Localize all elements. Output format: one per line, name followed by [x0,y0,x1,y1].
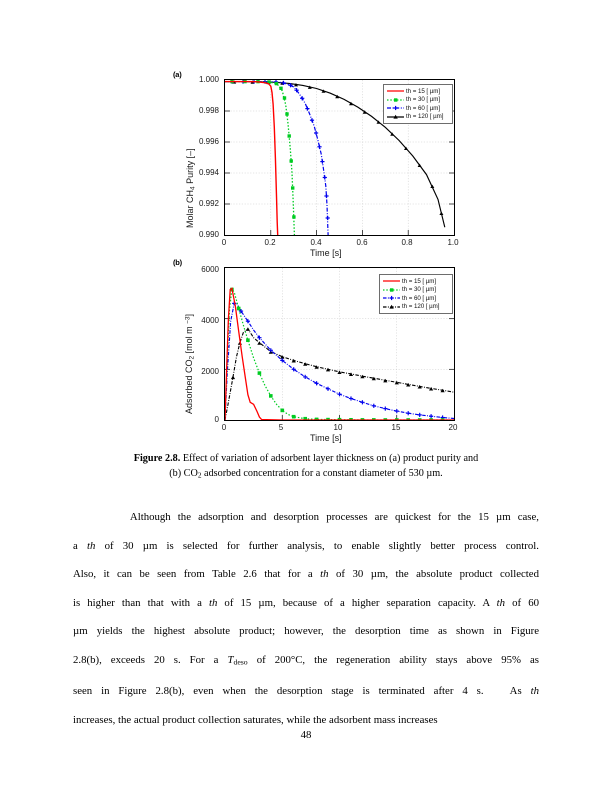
legend-b-row-3 [382,303,449,312]
body-line-1: a th of 30 µm is selected for further analysis, to enable slightly better process control. [73,539,539,552]
y-axis-title-b-sub: 2 [188,355,196,360]
legend-line-icon-blue [382,294,401,302]
legend-line-icon-red [386,87,405,95]
ytick-label-b-3: 6000 [201,265,219,274]
series-a-th30 [225,80,296,235]
body-paragraph [73,503,539,734]
legend-line-icon-black [386,113,405,121]
legend-b [379,274,453,314]
caption-line-2-post: adsorbed concentration for a constant diameter of 530 µm. [201,468,443,479]
x-axis-title-b: Time [s] [310,433,342,443]
y-axis-title-b-sup: −3 [184,316,192,324]
panel-label-b: (b) [173,258,182,267]
legend-b-label-2: th = 60 [ µm] [402,294,437,302]
panel-label-a: (a) [173,70,182,79]
legend-a-label-2: th = 60 [ µm] [406,104,441,112]
xtick-label-a-4: 0.8 [401,238,413,247]
body-line-3: is higher than that with a th of 15 µm, because of a higher separation capacity. A th of 60 [73,596,539,609]
ytick-label-a-0: 0.990 [198,230,219,239]
legend-line-icon-black [382,303,401,311]
ytick-label-a-3: 0.996 [198,137,219,146]
legend-a [383,84,453,124]
xtick-label-b-4: 20 [448,423,458,432]
legend-a-label-0: th = 15 [ µm] [406,87,441,95]
ytick-label-a-1: 0.992 [198,199,219,208]
y-axis-title-b-mid: [mol m [184,323,194,356]
ytick-label-b-0: 0 [214,415,219,424]
legend-a-row-0 [386,87,449,96]
legend-b-row-2 [382,294,449,303]
xtick-label-a-3: 0.6 [356,238,368,247]
body-line-7: increases, the actual product collection saturates, while the adsorbent mass increases [73,713,438,726]
xtick-label-b-1: 5 [278,423,284,432]
body-line-0: Although the adsorption and desorption processes are quickest for the 15 µm case, [73,511,539,523]
legend-a-row-2 [386,104,449,113]
legend-line-icon-green [382,286,401,294]
legend-line-icon-red [382,277,401,285]
y-axis-title-b-post: ] [184,313,194,317]
legend-a-row-3 [386,113,449,122]
xtick-label-b-3: 15 [391,423,401,432]
page-number: 48 [300,729,312,741]
caption-figure-label: Figure 2.8. [133,453,181,464]
legend-b-label-3: th = 120 [ µm] [402,303,440,311]
y-axis-title-a [185,148,196,228]
ytick-label-a-2: 0.994 [198,168,219,177]
ytick-label-a-4: 0.998 [198,106,219,115]
series-a-th15 [225,82,278,235]
caption-co2-subscript: 2 [197,470,202,480]
caption-line-1 [68,451,544,466]
y-axis-title-a-pre: Molar CH [185,189,195,228]
legend-b-label-0: th = 15 [ µm] [402,277,437,285]
caption-line-2-pre: (b) CO [169,468,198,479]
xtick-label-b-0: 0 [221,423,227,432]
legend-a-label-3: th = 120 [ µm] [406,113,444,121]
xtick-label-a-2: 0.4 [310,238,322,247]
caption-line-2 [68,466,544,483]
body-line-6: seen in Figure 2.8(b), even when the desorption stage is terminated after 4 s. As th [73,685,539,698]
y-axis-title-a-post: Purity [–] [185,148,195,187]
ytick-label-b-1: 2000 [201,367,219,376]
xtick-label-b-2: 10 [333,423,343,432]
y-axis-title-b-pre: Adsorbed CO [184,359,194,414]
body-line-5: 2.8(b), exceeds 20 s. For a $T_{deso}$ of 200°C, the regeneration ability stays above 95% as [73,653,539,667]
y-axis-title-b [184,314,195,414]
xtick-label-a-5: 1.0 [447,238,459,247]
legend-line-icon-green [386,96,405,104]
legend-b-row-0 [382,277,449,286]
caption-line-1-text: Effect of variation of adsorbent layer thickness on (a) product purity and [180,453,479,464]
xtick-label-a-0: 0 [221,238,227,247]
xtick-label-a-1: 0.2 [264,238,276,247]
legend-a-row-1 [386,96,449,105]
legend-b-row-1 [382,286,449,295]
body-line-4: µm yields the highest absolute product; however, the desorption time as shown in Figure [73,625,539,638]
ytick-label-a-5: 1.000 [198,75,219,84]
x-axis-title-a: Time [s] [310,248,342,258]
y-axis-title-a-sub: 4 [189,186,197,190]
ytick-label-b-2: 4000 [201,316,219,325]
legend-b-label-1: th = 30 [ µm] [402,286,437,294]
figure-caption [68,451,544,483]
body-line-2: Also, it can be seen from Table 2.6 that for a th of 30 µm, the absolute product collected [73,568,539,581]
legend-line-icon-blue [386,104,405,112]
legend-a-label-1: th = 30 [ µm] [406,96,441,104]
